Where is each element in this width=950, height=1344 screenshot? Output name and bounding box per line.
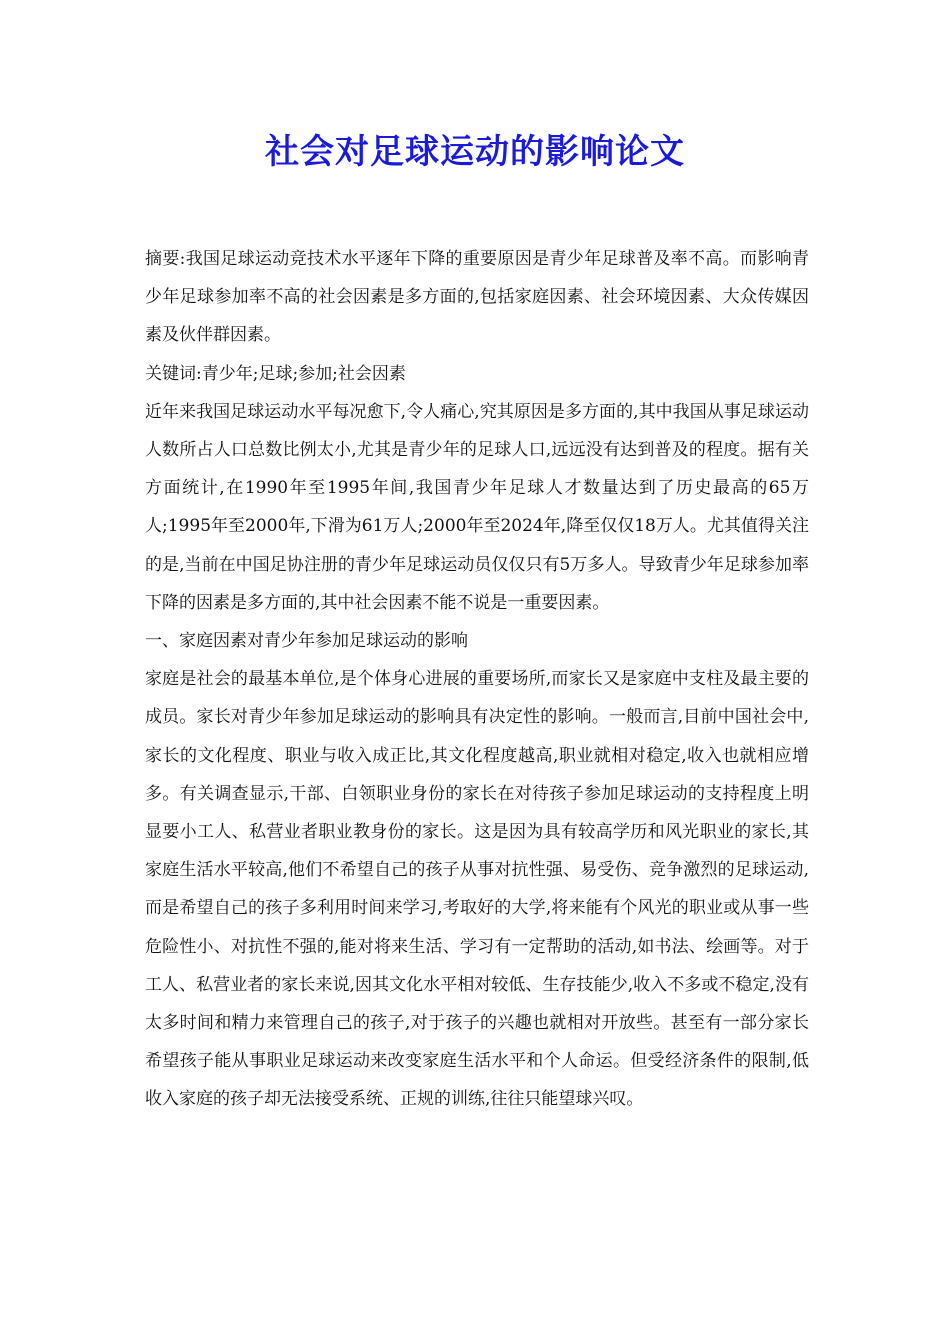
document-body (145, 240, 809, 1119)
abstract-paragraph: 摘要:我国足球运动竞技术水平逐年下降的重要原因是青少年足球普及率不高。而影响青少年足球参加率不高的社会因素是多方面的,包括家庭因素、社会环境因素、大众传媒因素及伙伴群因素。 (145, 249, 809, 346)
document-title: 社会对足球运动的影响论文 (265, 132, 685, 172)
section-heading: 一、家庭因素对青少年参加足球运动的影响 (145, 631, 468, 652)
family-factor-paragraph: 家庭是社会的最基本单位,是个体身心进展的重要场所,而家长又是家庭中支柱及最主要的成员。家长对青少年参加足球运动的影响具有决定性的影响。一般而言,目前中国社会中,家长的文化程度、职业与收入成正比,其文化程度越高,职业就相对稳定,收入也就相应增多。有关调查显示,干部、白领职业身份的家长在对待孩子参加足球运动的支持程度上明显要小工人、私营业者职业教身份的家长。这是因为具有较高学历和风光职业的家长,其家庭生活水平较高,他们不希望自己的孩子从事对抗性强、易受伤、竞争激烈的足球运动,而是希望自己的孩子多利用时间来学习,考取好的大学,将来能有个风光的职业或从事一些危险性小、对抗性不强的,能对将来生活、学习有一定帮助的活动,如书法、绘画等。对于工人、私营业者的家长来说,因其文化水平相对较低、生存技能少,收入不多或不稳定,没有太多时间和精力来管理自己的孩子,对于孩子的兴趣也就相对开放些。甚至有一部分家长希望孩子能从事职业足球运动来改变家庭生活水平和个人命运。但受经济条件的限制,低收入家庭的孩子却无法接受系统、正规的训练,往往只能望球兴叹。 (145, 669, 809, 1110)
intro-paragraph: 近年来我国足球运动水平每况愈下,令人痛心,究其原因是多方面的,其中我国从事足球运动人数所占人口总数比例太小,尤其是青少年的足球人口,远远没有达到普及的程度。据有关方面统计,在1990年至1995年间,我国青少年足球人才数量达到了历史最高的65万人;1995年至2000年,下滑为61万人;2000年至2024年,降至仅仅18万人。尤其值得关注的是,当前在中国足协注册的青少年足球运动员仅仅只有5万多人。导致青少年足球参加率下降的因素是多方面的,其中社会因素不能不说是一重要因素。 (145, 401, 809, 613)
keywords-paragraph: 关键词:青少年;足球;参加;社会因素 (145, 363, 406, 384)
